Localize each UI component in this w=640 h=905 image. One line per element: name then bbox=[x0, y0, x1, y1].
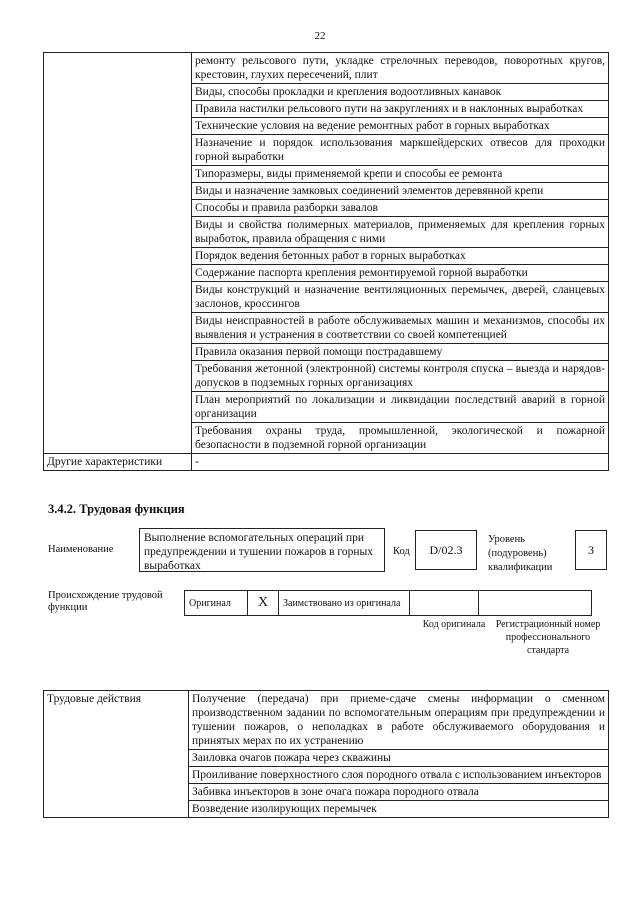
table-row bbox=[185, 591, 592, 616]
table-cell: ремонту рельсового пути, укладке стрелочных переводов, поворотных кругов, крестовин, глухих пересечений, плит bbox=[192, 53, 609, 84]
table-cell: Правила настилки рельсового пути на закруглениях и в наклонных выработках bbox=[192, 101, 609, 118]
table-cell: Виды и назначение замковых соединений элементов деревянной крепи bbox=[192, 183, 609, 200]
labour-actions-table bbox=[43, 690, 609, 818]
table-cell: Виды и свойства полимерных материалов, применяемых для крепления горных выработок, правила обращения с ними bbox=[192, 217, 609, 248]
table-cell: Проиливание поверхностного слоя породного отвала с использованием инъекторов bbox=[189, 767, 609, 784]
table-row bbox=[44, 691, 609, 750]
table-cell: Требования жетонной (электронной) системы контроля спуска – выезда и нарядов-допусков в подземных горных организациях bbox=[192, 361, 609, 392]
row-label-empty bbox=[44, 53, 192, 454]
table-cell: Виды неисправностей в работе обслуживаемых машин и механизмов, способы их выявления и устранения в соответствии со своей компетенцией bbox=[192, 313, 609, 344]
table-cell: Заиловка очагов пожара через скважины bbox=[189, 750, 609, 767]
table-cell: Типоразмеры, виды применяемой крепи и способы ее ремонта bbox=[192, 166, 609, 183]
table-cell: Виды, способы прокладки и крепления водоотливных канавок bbox=[192, 84, 609, 101]
table-cell: Назначение и порядок использования маркшейдерских отвесов для проходки горной выработки bbox=[192, 135, 609, 166]
table-cell: Содержание паспорта крепления ремонтируемой горной выработки bbox=[192, 265, 609, 282]
table-cell: Требования охраны труда, промышленной, экологической и пожарной безопасности в подземной горной организации bbox=[192, 423, 609, 454]
code-original-cell bbox=[410, 591, 479, 616]
reg-number-cell bbox=[479, 591, 592, 616]
page-number: 22 bbox=[314, 30, 326, 42]
table-row bbox=[44, 53, 609, 84]
table-row bbox=[44, 454, 609, 471]
qualification-level-value: 3 bbox=[575, 530, 607, 570]
table-cell: Получение (передача) при приеме-сдаче смены информации о сменном производственном задании по вспомогательным операциям при предупреждении и тушении пожаров, о неполадках в работе обслуживаемого оборудования и принятых мерах по их устранению bbox=[189, 691, 609, 750]
table-cell: Забивка инъекторов в зоне очага пожара породного отвала bbox=[189, 784, 609, 801]
labour-actions-label: Трудовые действия bbox=[44, 691, 189, 818]
original-label: Оригинал bbox=[185, 591, 248, 616]
origin-label: Происхождение трудовой функции bbox=[48, 590, 163, 613]
original-mark: X bbox=[248, 591, 279, 616]
table-cell: Порядок ведения бетонных работ в горных выработках bbox=[192, 248, 609, 265]
table-cell: Виды конструкций и назначение вентиляционных перемычек, дверей, сланцевых заслонов, кроссингов bbox=[192, 282, 609, 313]
knowledge-table bbox=[43, 52, 609, 471]
other-characteristics-value: - bbox=[192, 454, 609, 471]
code-label: Код bbox=[393, 546, 410, 557]
name-label: Наименование bbox=[48, 544, 114, 555]
table-cell: Технические условия на ведение ремонтных работ в горных выработках bbox=[192, 118, 609, 135]
qualification-level-label: Уровень (подуровень) квалификации bbox=[488, 534, 553, 573]
function-name-value: Выполнение вспомогательных операций при предупреждении и тушении пожаров в горных выработках bbox=[139, 528, 385, 572]
reg-number-caption: Регистрационный номер профессионального стандарта bbox=[495, 619, 601, 656]
code-value: D/02.3 bbox=[415, 530, 477, 570]
table-cell: Правила оказания первой помощи пострадавшему bbox=[192, 344, 609, 361]
table-cell: План мероприятий по локализации и ликвидации последствий аварий в горной организации bbox=[192, 392, 609, 423]
code-original-caption: Код оригинала bbox=[422, 619, 486, 630]
table-cell: Возведение изолирующих перемычек bbox=[189, 801, 609, 818]
borrowed-label: Заимствовано из оригинала bbox=[279, 591, 410, 616]
origin-table bbox=[184, 590, 592, 616]
table-cell: Способы и правила разборки завалов bbox=[192, 200, 609, 217]
other-characteristics-label: Другие характеристики bbox=[44, 454, 192, 471]
section-title: 3.4.2. Трудовая функция bbox=[48, 502, 185, 516]
